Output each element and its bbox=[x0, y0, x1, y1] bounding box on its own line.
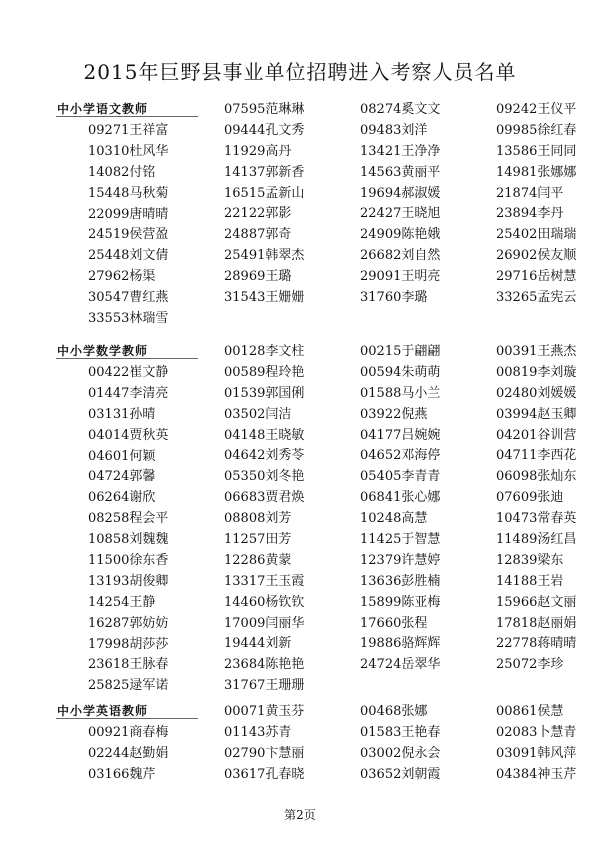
candidate-entry: 33553林瑞雪 bbox=[88, 311, 169, 327]
candidate-entry: 16515孟新山 bbox=[224, 185, 305, 201]
candidate-entry: 15899陈亚梅 bbox=[360, 594, 441, 610]
candidate-entry: 01143苏青 bbox=[224, 724, 292, 740]
candidate-entry: 04711李西花 bbox=[496, 448, 577, 464]
candidate-entry: 07595范琳琳 bbox=[224, 102, 305, 117]
candidate-entry: 03617孔春晓 bbox=[224, 766, 305, 782]
name-column bbox=[496, 100, 576, 309]
candidate-entry: 29091王明亮 bbox=[360, 269, 441, 285]
name-column bbox=[88, 363, 168, 697]
candidate-entry: 33265孟宪云 bbox=[496, 290, 577, 306]
candidate-entry: 25825逯军诺 bbox=[88, 678, 169, 694]
candidate-entry: 22427王晓旭 bbox=[360, 206, 441, 222]
candidate-entry: 14254王静 bbox=[88, 594, 156, 610]
candidate-entry: 01588马小兰 bbox=[360, 385, 441, 401]
candidate-entry: 23684陈艳艳 bbox=[224, 657, 305, 673]
candidate-entry: 26682刘自然 bbox=[360, 248, 441, 264]
candidate-entry: 26902侯友顺 bbox=[496, 248, 577, 264]
candidate-entry: 09242王仪平 bbox=[496, 102, 577, 117]
section-label: 中小学语文教师 bbox=[57, 102, 149, 116]
candidate-entry: 10248高慧 bbox=[360, 511, 428, 527]
candidate-entry: 15966赵文丽 bbox=[496, 594, 577, 610]
candidate-entry: 03166魏芹 bbox=[88, 766, 156, 782]
candidate-entry: 19886骆辉辉 bbox=[360, 636, 441, 652]
candidate-entry: 05350刘冬艳 bbox=[224, 469, 305, 485]
candidate-entry: 00921商春梅 bbox=[88, 725, 169, 740]
candidate-entry: 31543王姗姗 bbox=[224, 290, 305, 306]
candidate-entry: 17660张程 bbox=[360, 615, 428, 631]
candidate-entry: 00215于翩翩 bbox=[360, 344, 441, 359]
candidate-entry: 06683贾君焕 bbox=[224, 490, 305, 506]
name-column bbox=[360, 342, 440, 676]
candidate-entry: 07609张迪 bbox=[496, 490, 564, 506]
candidate-entry: 24909陈艳娥 bbox=[360, 227, 441, 243]
candidate-entry: 00071黄玉芬 bbox=[224, 704, 305, 719]
section-underline bbox=[56, 718, 198, 719]
name-column bbox=[224, 342, 304, 697]
candidate-entry: 00589程玲艳 bbox=[224, 364, 305, 380]
candidate-entry: 14563黄丽平 bbox=[360, 164, 441, 180]
candidate-entry: 13193胡俊卿 bbox=[88, 573, 169, 589]
candidate-entry: 04601何颖 bbox=[88, 448, 156, 464]
candidate-entry: 15448马秋菊 bbox=[88, 185, 169, 201]
candidate-entry: 01539郭国俐 bbox=[224, 385, 305, 401]
section-label: 中小学数学教师 bbox=[57, 344, 149, 358]
candidate-entry: 23894李丹 bbox=[496, 206, 564, 222]
candidate-entry: 14137郭新香 bbox=[224, 164, 305, 180]
candidate-entry: 11489汤红昌 bbox=[496, 532, 577, 548]
candidate-entry: 23618王脉春 bbox=[88, 657, 169, 673]
candidate-entry: 17009闫丽华 bbox=[224, 615, 305, 631]
candidate-entry: 00594朱萌萌 bbox=[360, 364, 441, 380]
candidate-entry: 09271王祥富 bbox=[88, 123, 169, 138]
candidate-entry: 03922倪燕 bbox=[360, 406, 428, 422]
candidate-entry: 17998胡莎莎 bbox=[88, 636, 169, 652]
name-column bbox=[224, 100, 304, 309]
candidate-entry: 03091韩风萍 bbox=[496, 745, 577, 761]
candidate-entry: 03002倪永会 bbox=[360, 745, 441, 761]
candidate-entry: 24724岳翠华 bbox=[360, 657, 441, 673]
page-number: 第2页 bbox=[284, 808, 316, 822]
name-column bbox=[360, 100, 440, 309]
candidate-entry: 06841张心娜 bbox=[360, 490, 441, 506]
candidate-entry: 14460杨钦钦 bbox=[224, 594, 305, 610]
candidate-entry: 14082付铭 bbox=[88, 164, 156, 180]
candidate-entry: 01583王艳春 bbox=[360, 724, 441, 740]
candidate-entry: 04148王晓敏 bbox=[224, 427, 305, 443]
candidate-entry: 04652邓海停 bbox=[360, 448, 441, 464]
candidate-entry: 12379许慧婷 bbox=[360, 552, 441, 568]
candidate-entry: 14188王岩 bbox=[496, 573, 564, 589]
candidate-entry: 02790卞慧丽 bbox=[224, 745, 305, 761]
candidate-entry: 22099唐晴晴 bbox=[88, 206, 169, 222]
candidate-entry: 09985徐红春 bbox=[496, 122, 577, 138]
candidate-entry: 03502闫洁 bbox=[224, 406, 292, 422]
candidate-entry: 25491韩翠杰 bbox=[224, 248, 305, 264]
candidate-entry: 08808刘芳 bbox=[224, 511, 292, 527]
candidate-entry: 04201谷训营 bbox=[496, 427, 577, 443]
section-underline bbox=[56, 116, 198, 117]
section-label: 中小学英语教师 bbox=[57, 704, 149, 718]
name-column bbox=[360, 702, 440, 786]
candidate-entry: 25448刘文倩 bbox=[88, 248, 169, 264]
candidate-entry: 31767王珊珊 bbox=[224, 678, 305, 694]
candidate-entry: 06264谢欣 bbox=[88, 490, 156, 506]
candidate-entry: 02244赵勤娟 bbox=[88, 745, 169, 761]
candidate-entry: 28969王璐 bbox=[224, 269, 292, 285]
candidate-entry: 11500徐东香 bbox=[88, 553, 169, 569]
candidate-entry: 14981张娜娜 bbox=[496, 164, 577, 180]
candidate-entry: 11425于智慧 bbox=[360, 532, 441, 548]
candidate-entry: 09444孔文秀 bbox=[224, 122, 305, 138]
candidate-entry: 13636彭胜楠 bbox=[360, 573, 441, 589]
candidate-entry: 13421王净净 bbox=[360, 143, 441, 159]
candidate-entry: 16287郭妨妨 bbox=[88, 615, 169, 631]
candidate-entry: 21874闫平 bbox=[496, 185, 564, 201]
candidate-entry: 19444刘新 bbox=[224, 636, 292, 652]
candidate-entry: 22778蒋晴晴 bbox=[496, 636, 577, 652]
candidate-entry: 03131孙晴 bbox=[88, 406, 156, 422]
candidate-entry: 04014贾秋英 bbox=[88, 427, 169, 443]
candidate-entry: 04177吕婉婉 bbox=[360, 427, 441, 443]
candidate-entry: 04642刘秀苓 bbox=[224, 448, 305, 464]
page-title: 2015年巨野县事业单位招聘进入考察人员名单 bbox=[83, 60, 517, 84]
candidate-entry: 13317王玉霞 bbox=[224, 573, 305, 589]
candidate-entry: 11257田芳 bbox=[224, 532, 292, 548]
candidate-entry: 24519侯营盈 bbox=[88, 227, 169, 243]
candidate-entry: 05405李青青 bbox=[360, 469, 441, 485]
candidate-entry: 30547曹红燕 bbox=[88, 290, 169, 306]
candidate-entry: 12839梁东 bbox=[496, 552, 564, 568]
name-column bbox=[88, 121, 168, 330]
candidate-entry: 31760李璐 bbox=[360, 290, 428, 306]
candidate-entry: 17818赵丽娟 bbox=[496, 615, 577, 631]
candidate-entry: 00861侯慧 bbox=[496, 704, 564, 719]
candidate-entry: 24887郭奇 bbox=[224, 227, 292, 243]
candidate-entry: 27962杨渠 bbox=[88, 269, 156, 285]
candidate-entry: 29716岳树慧 bbox=[496, 269, 577, 285]
candidate-entry: 03994赵玉卿 bbox=[496, 406, 577, 422]
candidate-entry: 02480刘媛媛 bbox=[496, 385, 577, 401]
candidate-entry: 08274奚文文 bbox=[360, 102, 441, 117]
candidate-entry: 01447李清亮 bbox=[88, 385, 169, 401]
candidate-entry: 12286黄蒙 bbox=[224, 552, 292, 568]
candidate-entry: 04724郭馨 bbox=[88, 469, 156, 485]
candidate-entry: 25072李珍 bbox=[496, 657, 564, 673]
candidate-entry: 08258程会平 bbox=[88, 511, 169, 527]
name-column bbox=[224, 702, 304, 786]
candidate-entry: 11929高丹 bbox=[224, 143, 292, 159]
name-column bbox=[496, 342, 576, 676]
candidate-entry: 00391王燕杰 bbox=[496, 344, 577, 359]
candidate-entry: 10858刘魏魏 bbox=[88, 532, 169, 548]
candidate-entry: 00422崔文静 bbox=[88, 365, 169, 380]
candidate-entry: 03652刘朝霞 bbox=[360, 766, 441, 782]
candidate-entry: 00128李文柱 bbox=[224, 344, 305, 359]
section-underline bbox=[56, 358, 198, 359]
candidate-entry: 13586王同同 bbox=[496, 143, 577, 159]
name-column bbox=[496, 702, 576, 786]
name-column bbox=[88, 723, 168, 786]
candidate-entry: 06098张灿东 bbox=[496, 469, 577, 485]
candidate-entry: 00468张娜 bbox=[360, 704, 428, 719]
candidate-entry: 09483刘洋 bbox=[360, 122, 428, 138]
candidate-entry: 02083卜慧青 bbox=[496, 724, 577, 740]
candidate-entry: 04384神玉芹 bbox=[496, 766, 577, 782]
candidate-entry: 25402田瑞瑞 bbox=[496, 227, 577, 243]
candidate-entry: 19694郝淑媛 bbox=[360, 185, 441, 201]
candidate-entry: 22122郭影 bbox=[224, 206, 292, 222]
candidate-entry: 00819李刘璇 bbox=[496, 364, 577, 380]
candidate-entry: 10310杜风华 bbox=[88, 143, 169, 159]
candidate-entry: 10473常春英 bbox=[496, 511, 577, 527]
